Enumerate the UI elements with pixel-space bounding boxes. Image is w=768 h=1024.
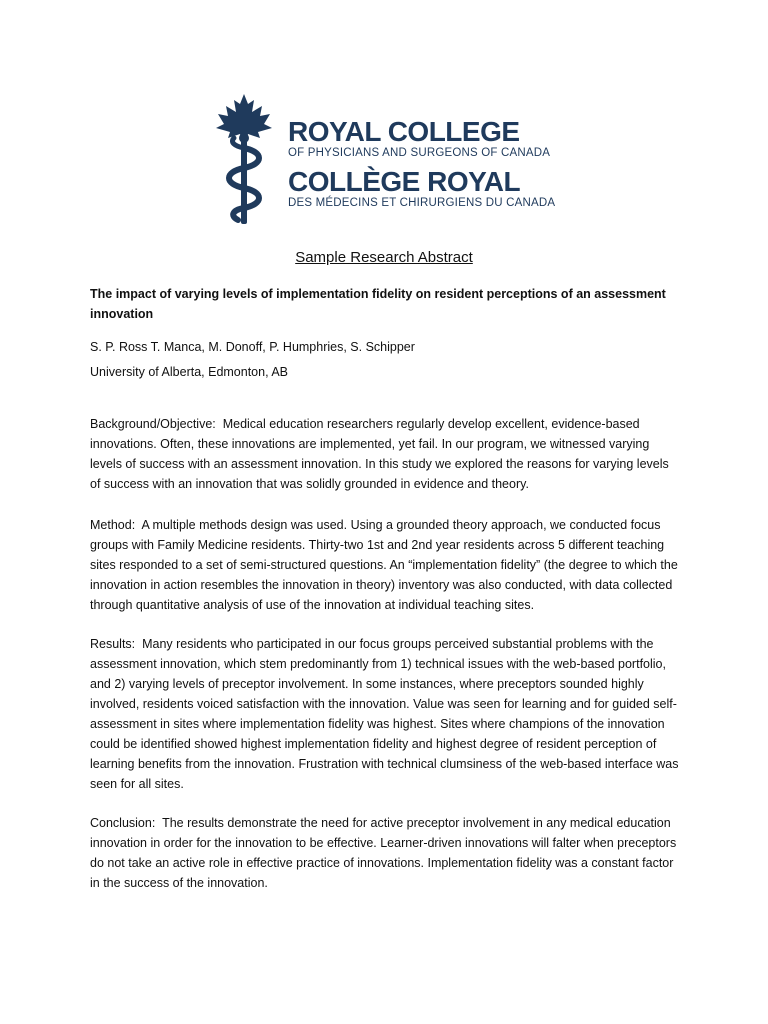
paper-authors: S. P. Ross T. Manca, M. Donoff, P. Humphries, S. Schipper	[90, 340, 415, 354]
document-heading: Sample Research Abstract	[295, 249, 473, 266]
section-label-results: Results:	[90, 637, 136, 651]
royal-college-logo	[212, 92, 556, 228]
paper-affiliation: University of Alberta, Edmonton, AB	[90, 365, 289, 379]
logo-wordmark	[288, 116, 556, 210]
section-method	[90, 515, 682, 615]
section-text-background: Medical education researchers regularly develop excellent, evidence-based innovations. Often, these innovations are implemented, yet fail. In our program, we witnessed varying levels of success with an assessment innovation. In this study we explored the reasons for varying levels of success with an innovation that was solidly grounded in evidence and theory.	[90, 417, 669, 491]
paper-title: The impact of varying levels of implementation fidelity on resident perceptions of an assessment innovation	[90, 287, 666, 321]
logo-line-medecins-chirurgiens: DES MÉDECINS ET CHIRURGIENS DU CANADA	[288, 197, 556, 209]
section-label-method: Method:	[90, 518, 136, 532]
section-text-method: A multiple methods design was used. Using a grounded theory approach, we conducted focus groups with Family Medicine residents. Thirty-two 1st and 2nd year residents across 5 different teaching sites responded to a set of semi-structured questions. An “implementation fidelity” (the degree to which the innovation in action resembles the innovation in theory) inventory was also conducted, with data collected through quantitative analysis of use of the innovation at individual teaching sites.	[90, 518, 678, 612]
section-label-background: Background/Objective:	[90, 417, 216, 431]
section-results	[90, 634, 682, 794]
section-text-results: Many residents who participated in our focus groups perceived substantial problems with the assessment innovation, which stem predominantly from 1) technical issues with the web-based portfolio, and 2) varying levels of preceptor involvement. In some instances, where preceptors sounded highly involved, residents voiced satisfaction with the innovation. Value was seen for learning and for guided self-assessment in sites where implementation fidelity was highest. Sites where champions of the innovation could be identified showed highest implementation fidelity and highest degree of resident perception of learning benefits from the innovation. Frustration with technical clumsiness of the web-based interface was seen for all sites.	[90, 637, 679, 791]
section-conclusion	[90, 813, 682, 893]
section-background	[90, 414, 682, 494]
logo-line-royal-college: ROYAL COLLEGE	[288, 116, 520, 147]
section-text-conclusion: The results demonstrate the need for active preceptor involvement in any medical education innovation in order for the innovation to be effective. Learner-driven innovations will falter when preceptors do not take an active role in effective practice of innovations. Implementation fidelity was a constant factor in the success of the innovation.	[90, 816, 677, 890]
logo-line-physicians-surgeons: OF PHYSICIANS AND SURGEONS OF CANADA	[288, 147, 551, 159]
section-label-conclusion: Conclusion:	[90, 816, 156, 830]
maple-leaf-caduceus-icon	[212, 92, 276, 228]
logo-line-college-royal: COLLÈGE ROYAL	[288, 166, 521, 197]
